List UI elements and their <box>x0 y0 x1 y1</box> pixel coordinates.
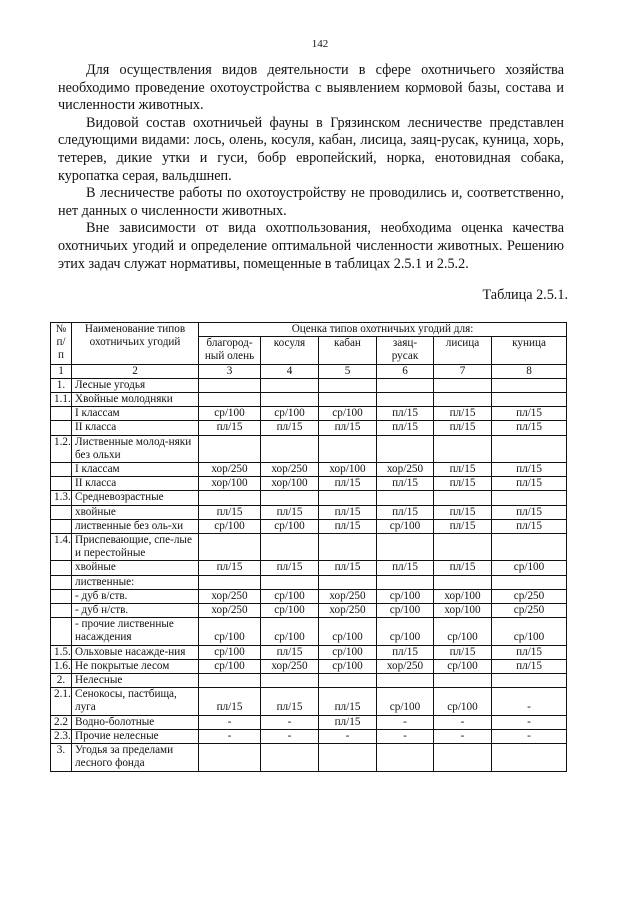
rating-cell: ср/100 <box>377 604 434 618</box>
table-row <box>51 378 567 392</box>
header-species: косуля <box>261 337 319 364</box>
row-number <box>51 519 72 533</box>
rating-cell: хор/100 <box>261 477 319 491</box>
ground-type-name: Угодья за пределами лесного фонда <box>72 744 199 771</box>
rating-cell <box>492 534 567 561</box>
ground-type-name: Водно-болотные <box>72 715 199 729</box>
rating-cell <box>377 744 434 771</box>
paragraph: Для осуществления видов деятельности в сфере охотничьего хозяйства необходимо проведение охотоустройства с выявлением кормовой базы, состава и численности животных. <box>58 62 564 114</box>
row-number: 1.6. <box>51 659 72 673</box>
rating-cell <box>434 674 492 688</box>
rating-cell: ср/100 <box>261 407 319 421</box>
rating-cell <box>261 534 319 561</box>
rating-cell <box>261 491 319 505</box>
rating-cell: ср/100 <box>492 561 567 575</box>
ground-type-name: Нелесные <box>72 674 199 688</box>
rating-cell: - <box>434 729 492 743</box>
table-row <box>51 604 567 618</box>
rating-cell <box>492 491 567 505</box>
row-number <box>51 618 72 645</box>
rating-cell <box>319 491 377 505</box>
rating-cell <box>492 435 567 462</box>
row-number: 2. <box>51 674 72 688</box>
rating-cell <box>377 378 434 392</box>
rating-cell: пл/15 <box>319 421 377 435</box>
rating-cell <box>492 674 567 688</box>
column-index: 7 <box>434 364 492 378</box>
rating-cell <box>261 378 319 392</box>
ground-type-name: II класса <box>72 477 199 491</box>
rating-cell <box>319 674 377 688</box>
rating-cell <box>377 575 434 589</box>
rating-cell <box>377 393 434 407</box>
rating-cell: пл/15 <box>319 505 377 519</box>
rating-cell <box>319 393 377 407</box>
row-number <box>51 407 72 421</box>
ground-type-name: - дуб н/ств. <box>72 604 199 618</box>
rating-cell: ср/100 <box>261 604 319 618</box>
rating-cell: пл/15 <box>319 477 377 491</box>
ground-type-name: I классам <box>72 407 199 421</box>
table-row <box>51 519 567 533</box>
rating-cell: - <box>319 729 377 743</box>
paragraph: Видовой состав охотничьей фауны в Грязинском лесничестве представлен следующими видами: лось, олень, косуля, кабан, лисица, заяц-русак, куница, хорь, тетерев, дикие утки и гуси, бобр европейский, норка, енотовидная собака, куропатка серая, вальдшнеп. <box>58 114 564 184</box>
row-number: 1.2. <box>51 435 72 462</box>
rating-cell: пл/15 <box>377 407 434 421</box>
column-index: 1 <box>51 364 72 378</box>
rating-cell: ср/250 <box>492 604 567 618</box>
row-number: 1.3. <box>51 491 72 505</box>
table-row <box>51 561 567 575</box>
rating-cell: - <box>261 715 319 729</box>
row-number <box>51 505 72 519</box>
rating-cell: - <box>377 715 434 729</box>
rating-cell: ср/100 <box>492 618 567 645</box>
row-number <box>51 589 72 603</box>
hunting-grounds-table <box>50 322 567 772</box>
ground-type-name: Не покрытые лесом <box>72 659 199 673</box>
rating-cell <box>377 674 434 688</box>
rating-cell: пл/15 <box>377 645 434 659</box>
rating-cell: хор/250 <box>377 659 434 673</box>
rating-cell: пл/15 <box>261 645 319 659</box>
table-row <box>51 435 567 462</box>
rating-cell: пл/15 <box>434 407 492 421</box>
rating-cell <box>434 378 492 392</box>
rating-cell <box>261 435 319 462</box>
column-index: 6 <box>377 364 434 378</box>
row-number <box>51 561 72 575</box>
rating-cell <box>492 744 567 771</box>
rating-cell: ср/100 <box>319 659 377 673</box>
rating-cell: ср/100 <box>199 645 261 659</box>
rating-cell: - <box>492 715 567 729</box>
rating-cell: хор/250 <box>199 463 261 477</box>
rating-cell <box>492 575 567 589</box>
body-text <box>58 62 564 273</box>
rating-cell <box>319 435 377 462</box>
header-species: лисица <box>434 337 492 364</box>
rating-cell: пл/15 <box>261 421 319 435</box>
rating-cell <box>261 674 319 688</box>
rating-cell: ср/100 <box>261 618 319 645</box>
rating-cell: пл/15 <box>199 505 261 519</box>
rating-cell: хор/250 <box>261 463 319 477</box>
rating-cell: - <box>492 688 567 715</box>
rating-cell: пл/15 <box>434 505 492 519</box>
rating-cell: ср/100 <box>319 407 377 421</box>
rating-cell: хор/250 <box>319 604 377 618</box>
rating-cell <box>319 534 377 561</box>
rating-cell: хор/100 <box>199 477 261 491</box>
rating-cell: ср/100 <box>319 645 377 659</box>
table-row <box>51 407 567 421</box>
rating-cell: ср/100 <box>199 519 261 533</box>
rating-cell: ср/100 <box>261 519 319 533</box>
rating-cell <box>261 575 319 589</box>
ground-type-name: лиственные без оль-хи <box>72 519 199 533</box>
ground-type-name: лиственные: <box>72 575 199 589</box>
rating-cell: пл/15 <box>434 463 492 477</box>
rating-cell <box>199 744 261 771</box>
rating-cell: ср/100 <box>434 659 492 673</box>
rating-cell <box>492 393 567 407</box>
rating-cell: пл/15 <box>199 561 261 575</box>
rating-cell: хор/250 <box>199 604 261 618</box>
table-row <box>51 421 567 435</box>
rating-cell: пл/15 <box>492 645 567 659</box>
ground-type-name: Хвойные молодняки <box>72 393 199 407</box>
row-number <box>51 575 72 589</box>
rating-cell: хор/100 <box>319 463 377 477</box>
rating-cell: ср/100 <box>377 519 434 533</box>
rating-cell: пл/15 <box>492 659 567 673</box>
ground-type-name: Приспевающие, спе-лые и перестойные <box>72 534 199 561</box>
row-number: 1.5. <box>51 645 72 659</box>
table-row <box>51 645 567 659</box>
table-row <box>51 463 567 477</box>
rating-cell: ср/100 <box>199 659 261 673</box>
ground-type-name: II класса <box>72 421 199 435</box>
rating-cell: пл/15 <box>492 407 567 421</box>
rating-cell: - <box>377 729 434 743</box>
header-species: куница <box>492 337 567 364</box>
rating-cell: пл/15 <box>319 688 377 715</box>
rating-cell <box>319 378 377 392</box>
rating-cell <box>377 534 434 561</box>
rating-cell: пл/15 <box>261 688 319 715</box>
rating-cell: - <box>261 729 319 743</box>
ground-type-name: - дуб в/ств. <box>72 589 199 603</box>
ground-type-name: хвойные <box>72 505 199 519</box>
column-index: 2 <box>72 364 199 378</box>
rating-cell: ср/100 <box>434 618 492 645</box>
table-row <box>51 477 567 491</box>
rating-cell: ср/100 <box>377 589 434 603</box>
row-number: 1.1. <box>51 393 72 407</box>
table-row <box>51 393 567 407</box>
rating-cell: пл/15 <box>492 421 567 435</box>
rating-cell <box>261 393 319 407</box>
rating-cell: пл/15 <box>261 561 319 575</box>
row-number <box>51 421 72 435</box>
paragraph: Вне зависимости от вида охотпользования, необходима оценка качества охотничьих угодий и определение оптимальной численности животных. Решению этих задач служат нормативы, помещенные в таблицах 2.5.1 и 2.5.2. <box>58 220 564 272</box>
table-row <box>51 491 567 505</box>
ground-type-name: Ольховые насажде-ния <box>72 645 199 659</box>
ground-type-name: Сенокосы, пастбища, луга <box>72 688 199 715</box>
table-row <box>51 744 567 771</box>
rating-cell: пл/15 <box>319 715 377 729</box>
ground-type-name: Средневозрастные <box>72 491 199 505</box>
rating-cell <box>434 393 492 407</box>
rating-cell: пл/15 <box>199 421 261 435</box>
table-row <box>51 659 567 673</box>
rating-cell <box>434 491 492 505</box>
header-number: № п/п <box>51 323 72 365</box>
rating-cell: - <box>492 729 567 743</box>
column-index: 4 <box>261 364 319 378</box>
table-row <box>51 575 567 589</box>
rating-cell <box>434 575 492 589</box>
rating-cell <box>377 491 434 505</box>
column-index: 8 <box>492 364 567 378</box>
rating-cell <box>319 744 377 771</box>
rating-cell <box>492 378 567 392</box>
rating-cell: пл/15 <box>492 463 567 477</box>
rating-cell <box>199 534 261 561</box>
rating-cell: ср/100 <box>319 618 377 645</box>
row-number: 2.3. <box>51 729 72 743</box>
rating-cell: пл/15 <box>492 477 567 491</box>
rating-cell: ср/100 <box>434 688 492 715</box>
rating-cell: пл/15 <box>434 561 492 575</box>
header-species: заяц-русак <box>377 337 434 364</box>
table-row <box>51 618 567 645</box>
column-index: 5 <box>319 364 377 378</box>
rating-cell: ср/100 <box>199 407 261 421</box>
rating-cell: ср/100 <box>377 618 434 645</box>
rating-cell: ср/100 <box>377 688 434 715</box>
rating-cell: - <box>199 715 261 729</box>
rating-cell: пл/15 <box>377 477 434 491</box>
rating-cell: пл/15 <box>434 421 492 435</box>
rating-cell <box>199 435 261 462</box>
rating-cell <box>199 378 261 392</box>
row-number: 3. <box>51 744 72 771</box>
rating-cell: хор/250 <box>199 589 261 603</box>
table-row <box>51 589 567 603</box>
header-species: благород-ный олень <box>199 337 261 364</box>
header-ground-type: Наименование типов охотничьих угодий <box>72 323 199 365</box>
rating-cell: пл/15 <box>319 561 377 575</box>
page-number: 142 <box>311 38 329 50</box>
ground-type-name: I классам <box>72 463 199 477</box>
column-index-row <box>51 364 567 378</box>
rating-cell: ср/100 <box>199 618 261 645</box>
rating-cell: ср/250 <box>492 589 567 603</box>
paragraph: В лесничестве работы по охотоустройству не проводились и, соответственно, нет данных о численности животных. <box>58 185 564 219</box>
rating-cell: - <box>199 729 261 743</box>
row-number: 2.1. <box>51 688 72 715</box>
table-row <box>51 505 567 519</box>
rating-cell: пл/15 <box>377 561 434 575</box>
rating-cell: пл/15 <box>434 519 492 533</box>
rating-cell <box>199 393 261 407</box>
table-row <box>51 688 567 715</box>
rating-cell: хор/250 <box>319 589 377 603</box>
rating-cell <box>434 744 492 771</box>
row-number <box>51 477 72 491</box>
ground-type-name: Лесные угодья <box>72 378 199 392</box>
rating-cell: пл/15 <box>434 645 492 659</box>
rating-cell: - <box>434 715 492 729</box>
rating-cell <box>199 491 261 505</box>
table-row <box>51 729 567 743</box>
table-row <box>51 534 567 561</box>
header-species: кабан <box>319 337 377 364</box>
column-index: 3 <box>199 364 261 378</box>
table-row <box>51 674 567 688</box>
row-number: 1. <box>51 378 72 392</box>
table-row <box>51 715 567 729</box>
rating-cell: хор/100 <box>434 589 492 603</box>
rating-cell <box>434 534 492 561</box>
ground-type-name: - прочие лиственные насаждения <box>72 618 199 645</box>
row-number <box>51 463 72 477</box>
rating-cell <box>319 575 377 589</box>
rating-cell: пл/15 <box>377 421 434 435</box>
ground-type-name: Лиственные молод-няки без ольхи <box>72 435 199 462</box>
rating-cell: пл/15 <box>261 505 319 519</box>
rating-cell <box>199 575 261 589</box>
row-number: 1.4. <box>51 534 72 561</box>
rating-cell: пл/15 <box>492 505 567 519</box>
rating-cell <box>377 435 434 462</box>
rating-cell: хор/250 <box>377 463 434 477</box>
rating-cell: пл/15 <box>319 519 377 533</box>
rating-cell: пл/15 <box>377 505 434 519</box>
rating-cell <box>199 674 261 688</box>
rating-cell: пл/15 <box>492 519 567 533</box>
rating-cell: ср/100 <box>261 589 319 603</box>
rating-cell <box>434 435 492 462</box>
rating-cell: хор/250 <box>261 659 319 673</box>
ground-type-name: Прочие нелесные <box>72 729 199 743</box>
rating-cell: хор/100 <box>434 604 492 618</box>
row-number <box>51 604 72 618</box>
row-number: 2.2 <box>51 715 72 729</box>
rating-cell <box>261 744 319 771</box>
table-caption: Таблица 2.5.1. <box>482 287 568 303</box>
rating-cell: пл/15 <box>199 688 261 715</box>
header-evaluation: Оценка типов охотничьих угодий для: <box>199 323 567 337</box>
rating-cell: пл/15 <box>434 477 492 491</box>
ground-type-name: хвойные <box>72 561 199 575</box>
